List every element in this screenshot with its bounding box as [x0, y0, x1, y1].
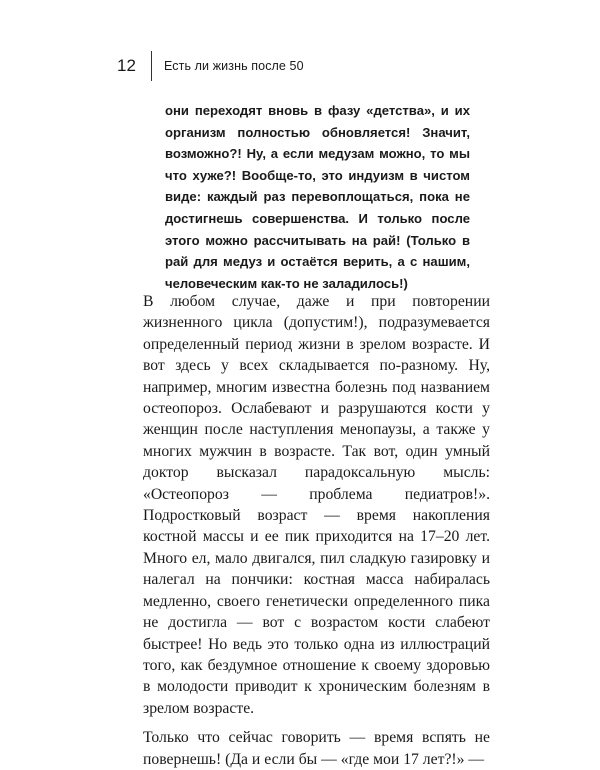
page-header: [117, 51, 304, 81]
paragraph: В любом случае, даже и при повторении жизненного цикла (допустим!), подразумевается определенный период жизни в зрелом возрасте. И вот здесь у всех складывается по-разному. Ну, например, многим известна болезнь под названием остеопороз. Ослабевают и разрушаются кости у женщин после наступления менопаузы, а также у многих мужчин в возрасте. Так вот, один умный доктор высказал парадоксальную мысль: «Остеопороз — проблема педиатров!». Подростковый возраст — время накопления костной массы и ее пик приходится на 17–20 лет. Много ел, мало двигался, пил сладкую газировку и налегал на пончики: костная масса набиралась медленно, своего генетически определенного пика не достигла — вот с возрастом кости слабеют быстрее! Но ведь это только одна из иллюстраций того, как бездумное отношение к своему здоровью в молодости приводит к хроническим болезням в зрелом возрасте.: [143, 293, 490, 717]
main-text: [143, 291, 490, 770]
page-number: 12: [117, 56, 136, 75]
header-divider: [151, 51, 152, 81]
sidebar-quote: они переходят вновь в фазу «детства», и их организм полностью обновляется! Значит, возможно?! Ну, а если медузам можно, то мы что хуже?! Вообще-то, это индуизм в чистом виде: каждый раз перевоплощаться, пока не достигнешь совершенства. И только после этого можно рассчитывать на рай! (Только в рай для медуз и остаётся верить, а с нашим, человеческим как-то не заладилось!): [165, 103, 470, 291]
running-title: Есть ли жизнь после 50: [164, 59, 304, 73]
paragraph: Только что сейчас говорить — время вспять не повернешь! (Да и если бы — «где мои 17 лет?!» —: [143, 729, 490, 768]
